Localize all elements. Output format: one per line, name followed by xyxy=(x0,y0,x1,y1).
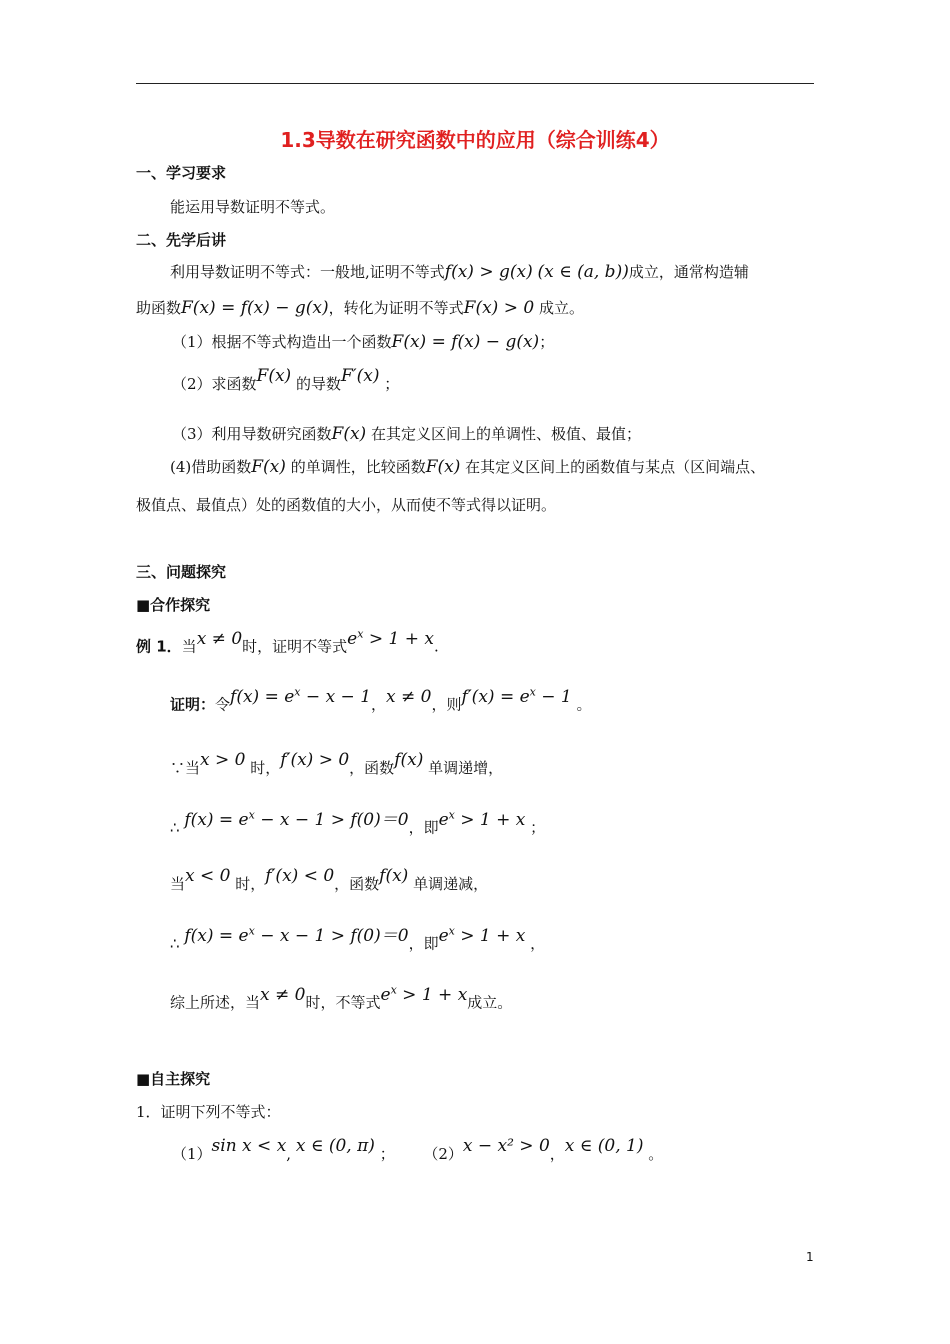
text: ，即 xyxy=(408,934,439,953)
text: 当 xyxy=(181,637,197,656)
text: （3）利用导数研究函数 xyxy=(172,425,332,443)
section-heading-preview: 二、先学后讲 xyxy=(136,231,227,249)
math: F(x) xyxy=(256,366,292,386)
math-inequality: f(x) > g(x) xyxy=(444,262,533,282)
math: x ∈ (0, 1) xyxy=(564,1136,644,1156)
text: ，即 xyxy=(408,818,439,837)
text: ，则 xyxy=(431,695,462,714)
text: 的单调性，比较函数 xyxy=(290,458,426,476)
text: 的导数 xyxy=(295,375,341,393)
proof-line-1 xyxy=(170,750,504,777)
text: ， xyxy=(530,934,546,953)
math: x < 0 xyxy=(185,866,231,886)
text: 成立。 xyxy=(538,299,584,317)
because-symbol: ∵ xyxy=(170,759,186,777)
math: x − x² > 0 xyxy=(462,1136,550,1156)
text: 时， xyxy=(250,759,281,777)
text: , xyxy=(286,1145,292,1163)
math: f(x) xyxy=(379,866,409,886)
math: $e^x > 1 + x$ xyxy=(438,808,526,830)
text: 利用导数证明不等式：一般地,证明不等式 xyxy=(170,263,445,281)
text: ； xyxy=(379,1145,395,1163)
subheading-self-exploration: ■自主探究 xyxy=(136,1070,211,1088)
math: x ≠ 0 xyxy=(196,628,243,649)
text: ， xyxy=(371,695,387,714)
math: $f'(x) = e^x - 1$ xyxy=(461,685,572,707)
text: 令 xyxy=(215,695,231,714)
text: 时，不等式 xyxy=(305,993,381,1012)
text: ； xyxy=(539,333,555,351)
math: F(x) xyxy=(425,457,461,477)
text: 综上所述，当 xyxy=(170,993,261,1012)
exercise-1: 1．证明下列不等式： xyxy=(136,1103,281,1121)
text: 成立，通常构造辅 xyxy=(628,263,749,281)
math: F′(x) xyxy=(341,366,380,386)
therefore-symbol: ∴ xyxy=(170,818,180,837)
text: ， xyxy=(549,1145,565,1163)
text: 单调递增， xyxy=(428,759,504,777)
math: F(x) xyxy=(331,424,367,444)
subheading-cooperative: ■合作探究 xyxy=(136,596,211,614)
section-heading-problem-exploration: 三、问题探究 xyxy=(136,563,227,581)
example-1 xyxy=(136,627,439,656)
step-4-continued: 极值点、最值点）处的函数值的大小，从而使不等式得以证明。 xyxy=(136,496,557,514)
part-label: （1） xyxy=(172,1145,212,1163)
example-label: 例 1． xyxy=(136,637,182,656)
math: sin x < x xyxy=(211,1136,287,1156)
step-4 xyxy=(170,459,765,476)
page-title: 1.3导数在研究函数中的应用（综合训练4） xyxy=(280,128,670,152)
text: 时， xyxy=(235,875,266,893)
page-number: 1 xyxy=(806,1250,814,1264)
text: 在其定义区间上的单调性、极值、最值； xyxy=(370,425,641,443)
exercise-1-parts xyxy=(172,1136,664,1163)
proof-label: 证明： xyxy=(170,695,216,714)
math-aux-function: F(x) = f(x) − g(x) xyxy=(181,298,329,318)
therefore-symbol: ∴ xyxy=(170,934,180,953)
text: 。 xyxy=(648,1145,664,1163)
math: $e^x > 1 + x$ xyxy=(438,924,526,946)
math: $f(x) = e^x - x - 1 > f(0)=0$ xyxy=(184,924,409,946)
text: ； xyxy=(384,375,400,393)
text: （1）根据不等式构造出一个函数 xyxy=(172,333,392,351)
section-heading-learning-requirements: 一、学习要求 xyxy=(136,164,227,182)
text: ，函数 xyxy=(334,875,380,893)
method-paragraph-line2 xyxy=(136,300,584,317)
text: 单调递减， xyxy=(413,875,489,893)
text: (4)借助函数 xyxy=(170,458,252,476)
proof-line-3 xyxy=(170,866,489,893)
math: x ≠ 0 xyxy=(386,686,432,707)
math: $f(x) = e^x - x - 1$ xyxy=(230,685,372,707)
text: 在其定义区间上的函数值与某点（区间端点、 xyxy=(465,458,766,476)
proof-line-2 xyxy=(170,808,546,837)
text: 当 xyxy=(185,759,201,777)
text: 成立。 xyxy=(467,993,513,1012)
math-target: F(x) > 0 xyxy=(463,298,535,318)
step-3 xyxy=(172,426,641,443)
math: x ≠ 0 xyxy=(260,984,306,1005)
part-label: （2） xyxy=(423,1145,463,1163)
text: ，转化为证明不等式 xyxy=(328,299,464,317)
text: 当 xyxy=(170,875,186,893)
text: ； xyxy=(530,818,546,837)
text: 助函数 xyxy=(136,299,182,317)
math: F(x) xyxy=(251,457,286,477)
text: . xyxy=(433,637,439,656)
math: x > 0 xyxy=(200,750,246,770)
text: 时，证明不等式 xyxy=(242,637,348,656)
step-2 xyxy=(172,366,400,393)
text: （2）求函数 xyxy=(172,375,257,393)
math: f′(x) > 0 xyxy=(280,750,350,770)
math: f(x) xyxy=(394,750,424,770)
math-domain: (x ∈ (a, b)) xyxy=(537,262,629,282)
math: x ∈ (0, π) xyxy=(295,1136,375,1156)
proof-line-0 xyxy=(170,685,592,714)
math: F(x) = f(x) − g(x) xyxy=(391,332,540,352)
text: ，函数 xyxy=(349,759,395,777)
proof-conclusion xyxy=(170,983,513,1012)
step-1 xyxy=(172,334,554,351)
math: $f(x) = e^x - x - 1 > f(0)=0$ xyxy=(184,808,409,830)
method-paragraph-line1 xyxy=(170,264,749,281)
text: 。 xyxy=(576,695,592,714)
header-rule xyxy=(136,83,814,84)
proof-line-4 xyxy=(170,924,546,953)
math: $e^x > 1 + x$ xyxy=(347,627,434,649)
math: $e^x > 1 + x$ xyxy=(380,983,468,1005)
math: f′(x) < 0 xyxy=(265,866,335,886)
learning-requirement-text: 能运用导数证明不等式。 xyxy=(170,198,336,216)
